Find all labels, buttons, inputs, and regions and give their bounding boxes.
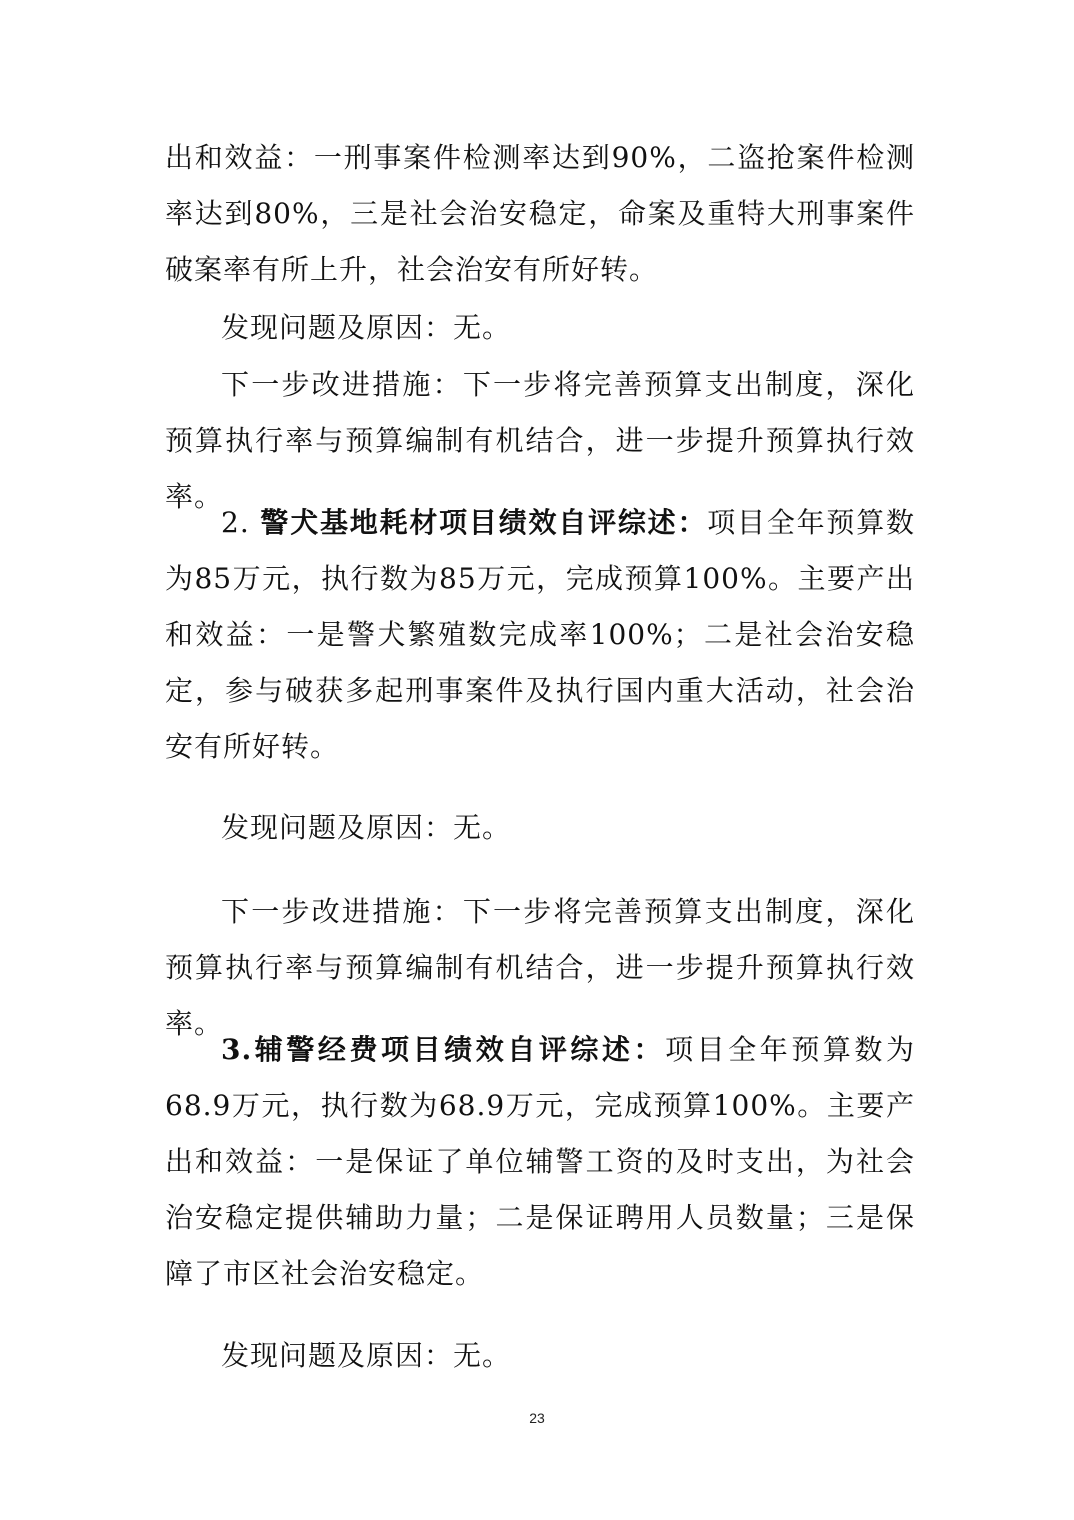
paragraph-text: 项目全年预算数为68.9万元，执行数为68.9万元，完成预算100%。主要产出和效益：一是保证了单位辅警工资的及时支出，为社会治安稳定提供辅助力量；二是保证聘用人员数量；三是保障了市区社会治安稳定。: [165, 1033, 915, 1290]
section-heading: 3.辅警经费项目绩效自评综述：: [221, 1033, 666, 1066]
paragraph-text: 发现问题及原因：无。: [221, 311, 512, 344]
paragraph-text: 发现问题及原因：无。: [221, 811, 512, 844]
section-heading: 警犬基地耗材项目绩效自评综述: [260, 506, 678, 539]
heading-colon: ：: [677, 506, 708, 539]
paragraph-problems: [165, 1328, 915, 1384]
paragraph-police-dog-base: [165, 495, 915, 775]
paragraph-text: 下一步改进措施：下一步将完善预算支出制度，深化预算执行率与预算编制有机结合，进一步提升预算执行效率。: [165, 895, 915, 1040]
page-number: 23: [529, 1410, 545, 1426]
paragraph-outputs-benefits: [165, 130, 915, 298]
paragraph-auxiliary-police: [165, 1022, 915, 1302]
paragraph-problems: [165, 300, 915, 356]
paragraph-text: 出和效益：一刑事案件检测率达到90%，二盗抢案件检测率达到80%，三是社会治安稳定，命案及重特大刑事案件破案率有所上升，社会治安有所好转。: [165, 141, 915, 286]
paragraph-text: 下一步改进措施：下一步将完善预算支出制度，深化预算执行率与预算编制有机结合，进一步提升预算执行效率。: [165, 368, 915, 513]
paragraph-text: 项目全年预算数为85万元，执行数为85万元，完成预算100%。主要产出和效益：一是警犬繁殖数完成率100%；二是社会治安稳定，参与破获多起刑事案件及执行国内重大活动，社会治安有所好转。: [165, 506, 915, 763]
paragraph-text: 发现问题及原因：无。: [221, 1339, 512, 1372]
section-number: 2.: [221, 506, 250, 539]
paragraph-problems: [165, 800, 915, 856]
